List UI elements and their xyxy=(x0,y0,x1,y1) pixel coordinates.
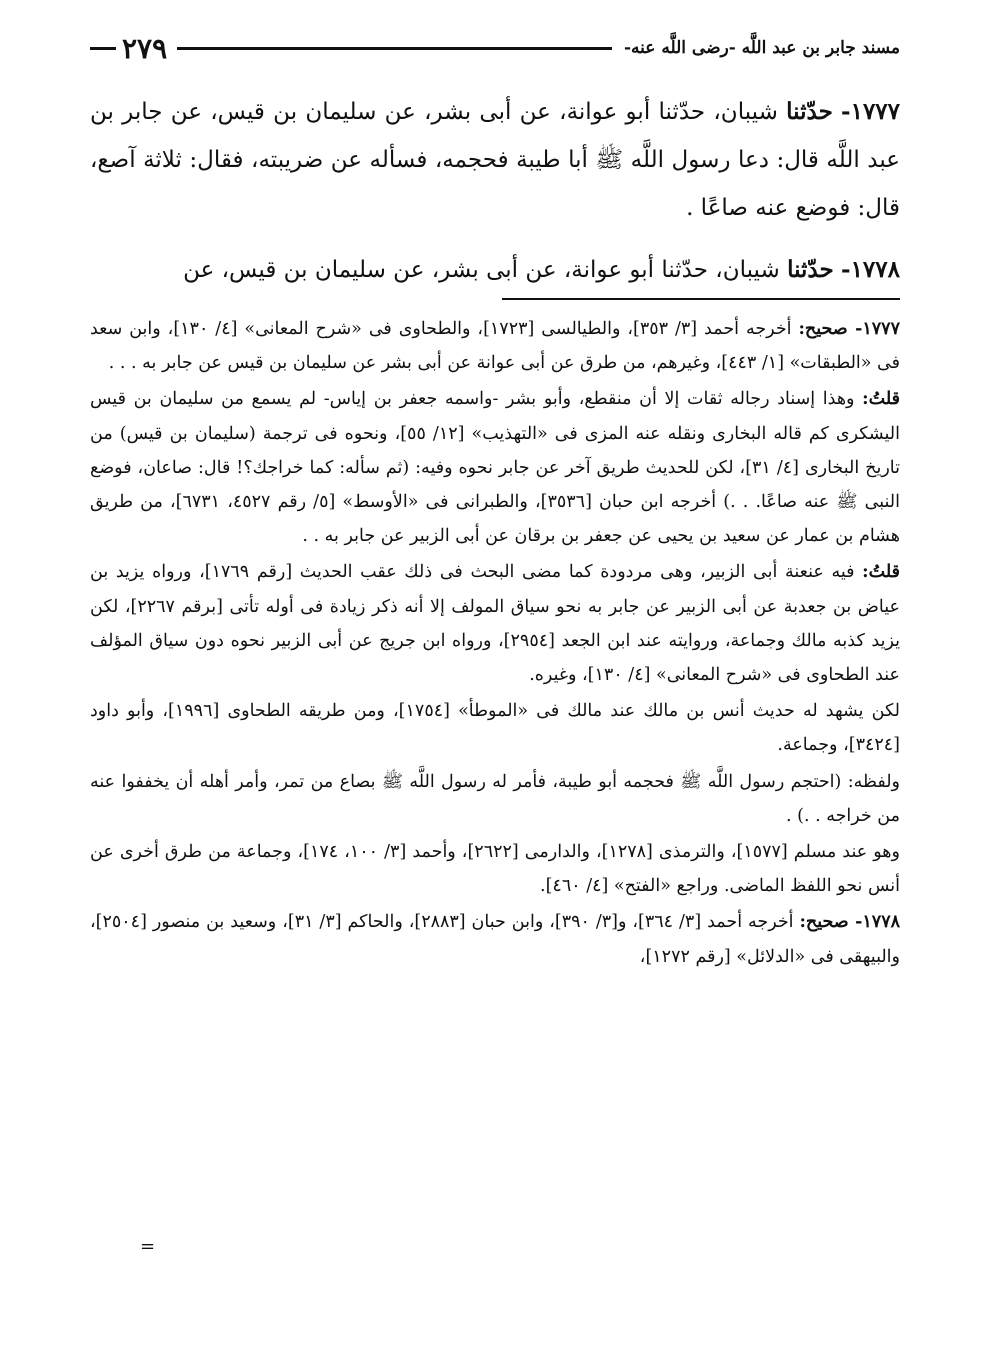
continuation-mark: = xyxy=(140,1236,156,1257)
page-number: ٢٧٩ xyxy=(122,31,168,65)
note-text: فيه عنعنة أبى الزبير، وهى مردودة كما مضى البحث فى ذلك عقب الحديث [رقم ١٧٦٩]، ورواه يزيد بن عياض بن جعدبة عن أبى الزبير عن جابر به نحو سياق المولف إلا أنه ذكر زيادة فى أوله تأتى [برقم ٢٢٦٧]، لكن يزيد كذبه مالك وجماعة، وروايته عند ابن الجعد [٢٩٥٤]، ورواه ابن جريج عن أبى الزبير نحوه دون سياق المؤلف عند الطحاوى فى «شرح المعانى» [٤/ ١٣٠]، وغيره. xyxy=(90,562,900,686)
hadith-lead: حدّثنا xyxy=(786,98,833,125)
note-lafz xyxy=(90,765,900,833)
note-text: وهو عند مسلم [١٥٧٧]، والترمذى [١٢٧٨]، والدارمى [٢٦٢٢]، وأحمد [٣/ ١٠٠، ١٧٤]، وجماعة من طرق أخرى عن أنس نحو اللفظ الماضى. وراجع «الفتح» [٤/ ٤٦٠]. xyxy=(90,842,900,897)
note-text: ولفظه: (احتجم رسول اللَّه ﷺ فحجمه أبو طيبة، فأمر له رسول اللَّه ﷺ بصاع من تمر، وأمر أهله أن يخففوا عنه من خراجه . .) . xyxy=(90,771,900,826)
hadith-number: ١٧٧٧- xyxy=(841,98,901,125)
hadith-lead: حدّثنا xyxy=(787,256,834,283)
footnotes xyxy=(90,312,900,976)
main-text xyxy=(90,88,900,308)
note-text: لكن يشهد له حديث أنس بن مالك عند مالك فى «الموطأ» [١٧٥٤]، ومن طريقه الطحاوى [١٩٩٦]، وأبو داود [٣٤٢٤]، وجماعة. xyxy=(90,701,900,756)
note-qultu-1 xyxy=(90,382,900,553)
header-rule xyxy=(177,47,612,50)
note-1778 xyxy=(90,905,900,973)
hadith-text: شيبان، حدّثنا أبو عوانة، عن أبى بشر، عن سليمان بن قيس، عن xyxy=(183,257,780,283)
note-shahid xyxy=(90,694,900,762)
hadith-1778 xyxy=(90,246,900,294)
note-muslim xyxy=(90,835,900,903)
note-label: ١٧٧٧- صحيح: xyxy=(798,319,900,339)
note-label: قلتُ: xyxy=(862,562,900,583)
page-header xyxy=(90,28,900,68)
footnote-separator xyxy=(502,298,900,300)
header-dash xyxy=(90,47,116,50)
running-title: مسند جابر بن عبد اللَّه -رضى اللَّه عنه- xyxy=(623,38,900,58)
hadith-number: ١٧٧٨- xyxy=(841,256,900,283)
note-label: قلتُ: xyxy=(862,389,900,410)
note-text: أخرجه أحمد [٣/ ٣٦٤]، و[٣/ ٣٩٠]، وابن حبان [٢٨٨٣]، والحاكم [٣/ ٣١]، وسعيد بن منصور [٢٥٠٤]، والبيهقى فى «الدلائل» [رقم ١٢٧٢]، xyxy=(90,912,900,967)
hadith-text: شيبان، حدّثنا أبو عوانة، عن أبى بشر، عن سليمان بن قيس، عن جابر بن عبد اللَّه قال: دعا رسول اللَّه ﷺ أبا طيبة فحجمه، فسأله عن ضريبته، فقال: ثلاثة آصع، قال: فوضع عنه صاعًا . xyxy=(90,99,900,221)
note-text: أخرجه أحمد [٣/ ٣٥٣]، والطيالسى [١٧٢٣]، والطحاوى فى «شرح المعانى» [٤/ ١٣٠]، وابن سعد فى «الطبقات» [١/ ٤٤٣]، وغيرهم، من طرق عن أبى عوانة عن أبى بشر عن سليمان بن قيس عن جابر به . . . xyxy=(90,319,900,374)
hadith-1777 xyxy=(90,88,900,232)
note-label: ١٧٧٨- صحيح: xyxy=(799,912,900,933)
note-text: وهذا إسناد رجاله ثقات إلا أن منقطع، وأبو بشر -واسمه جعفر بن إياس- لم يسمع من سليمان بن قيس اليشكرى كم قاله البخارى ونقله عنه المزى فى «التهذيب» [١٢/ ٥٥]، ونحوه فى ترجمة (سليمان بن قيس) من تاريخ البخارى [٤/ ٣١]، لكن للحديث طريق آخر عن جابر نحوه وفيه: (ثم سأله: كما خراجك؟! قال: صاعان، فوضع النبى ﷺ عنه صاعًا. . .) أخرجه ابن حبان [٣٥٣٦]، والطبرانى فى «الأوسط» [٥/ رقم ٤٥٢٧، ٦٧٣١]، من طريق هشام بن عمار عن سعيد بن يحيى عن جعفر بن برقان عن أبى الزبير عن جابر به . . xyxy=(90,389,901,547)
note-qultu-2 xyxy=(90,555,900,692)
note-1777 xyxy=(90,312,900,380)
